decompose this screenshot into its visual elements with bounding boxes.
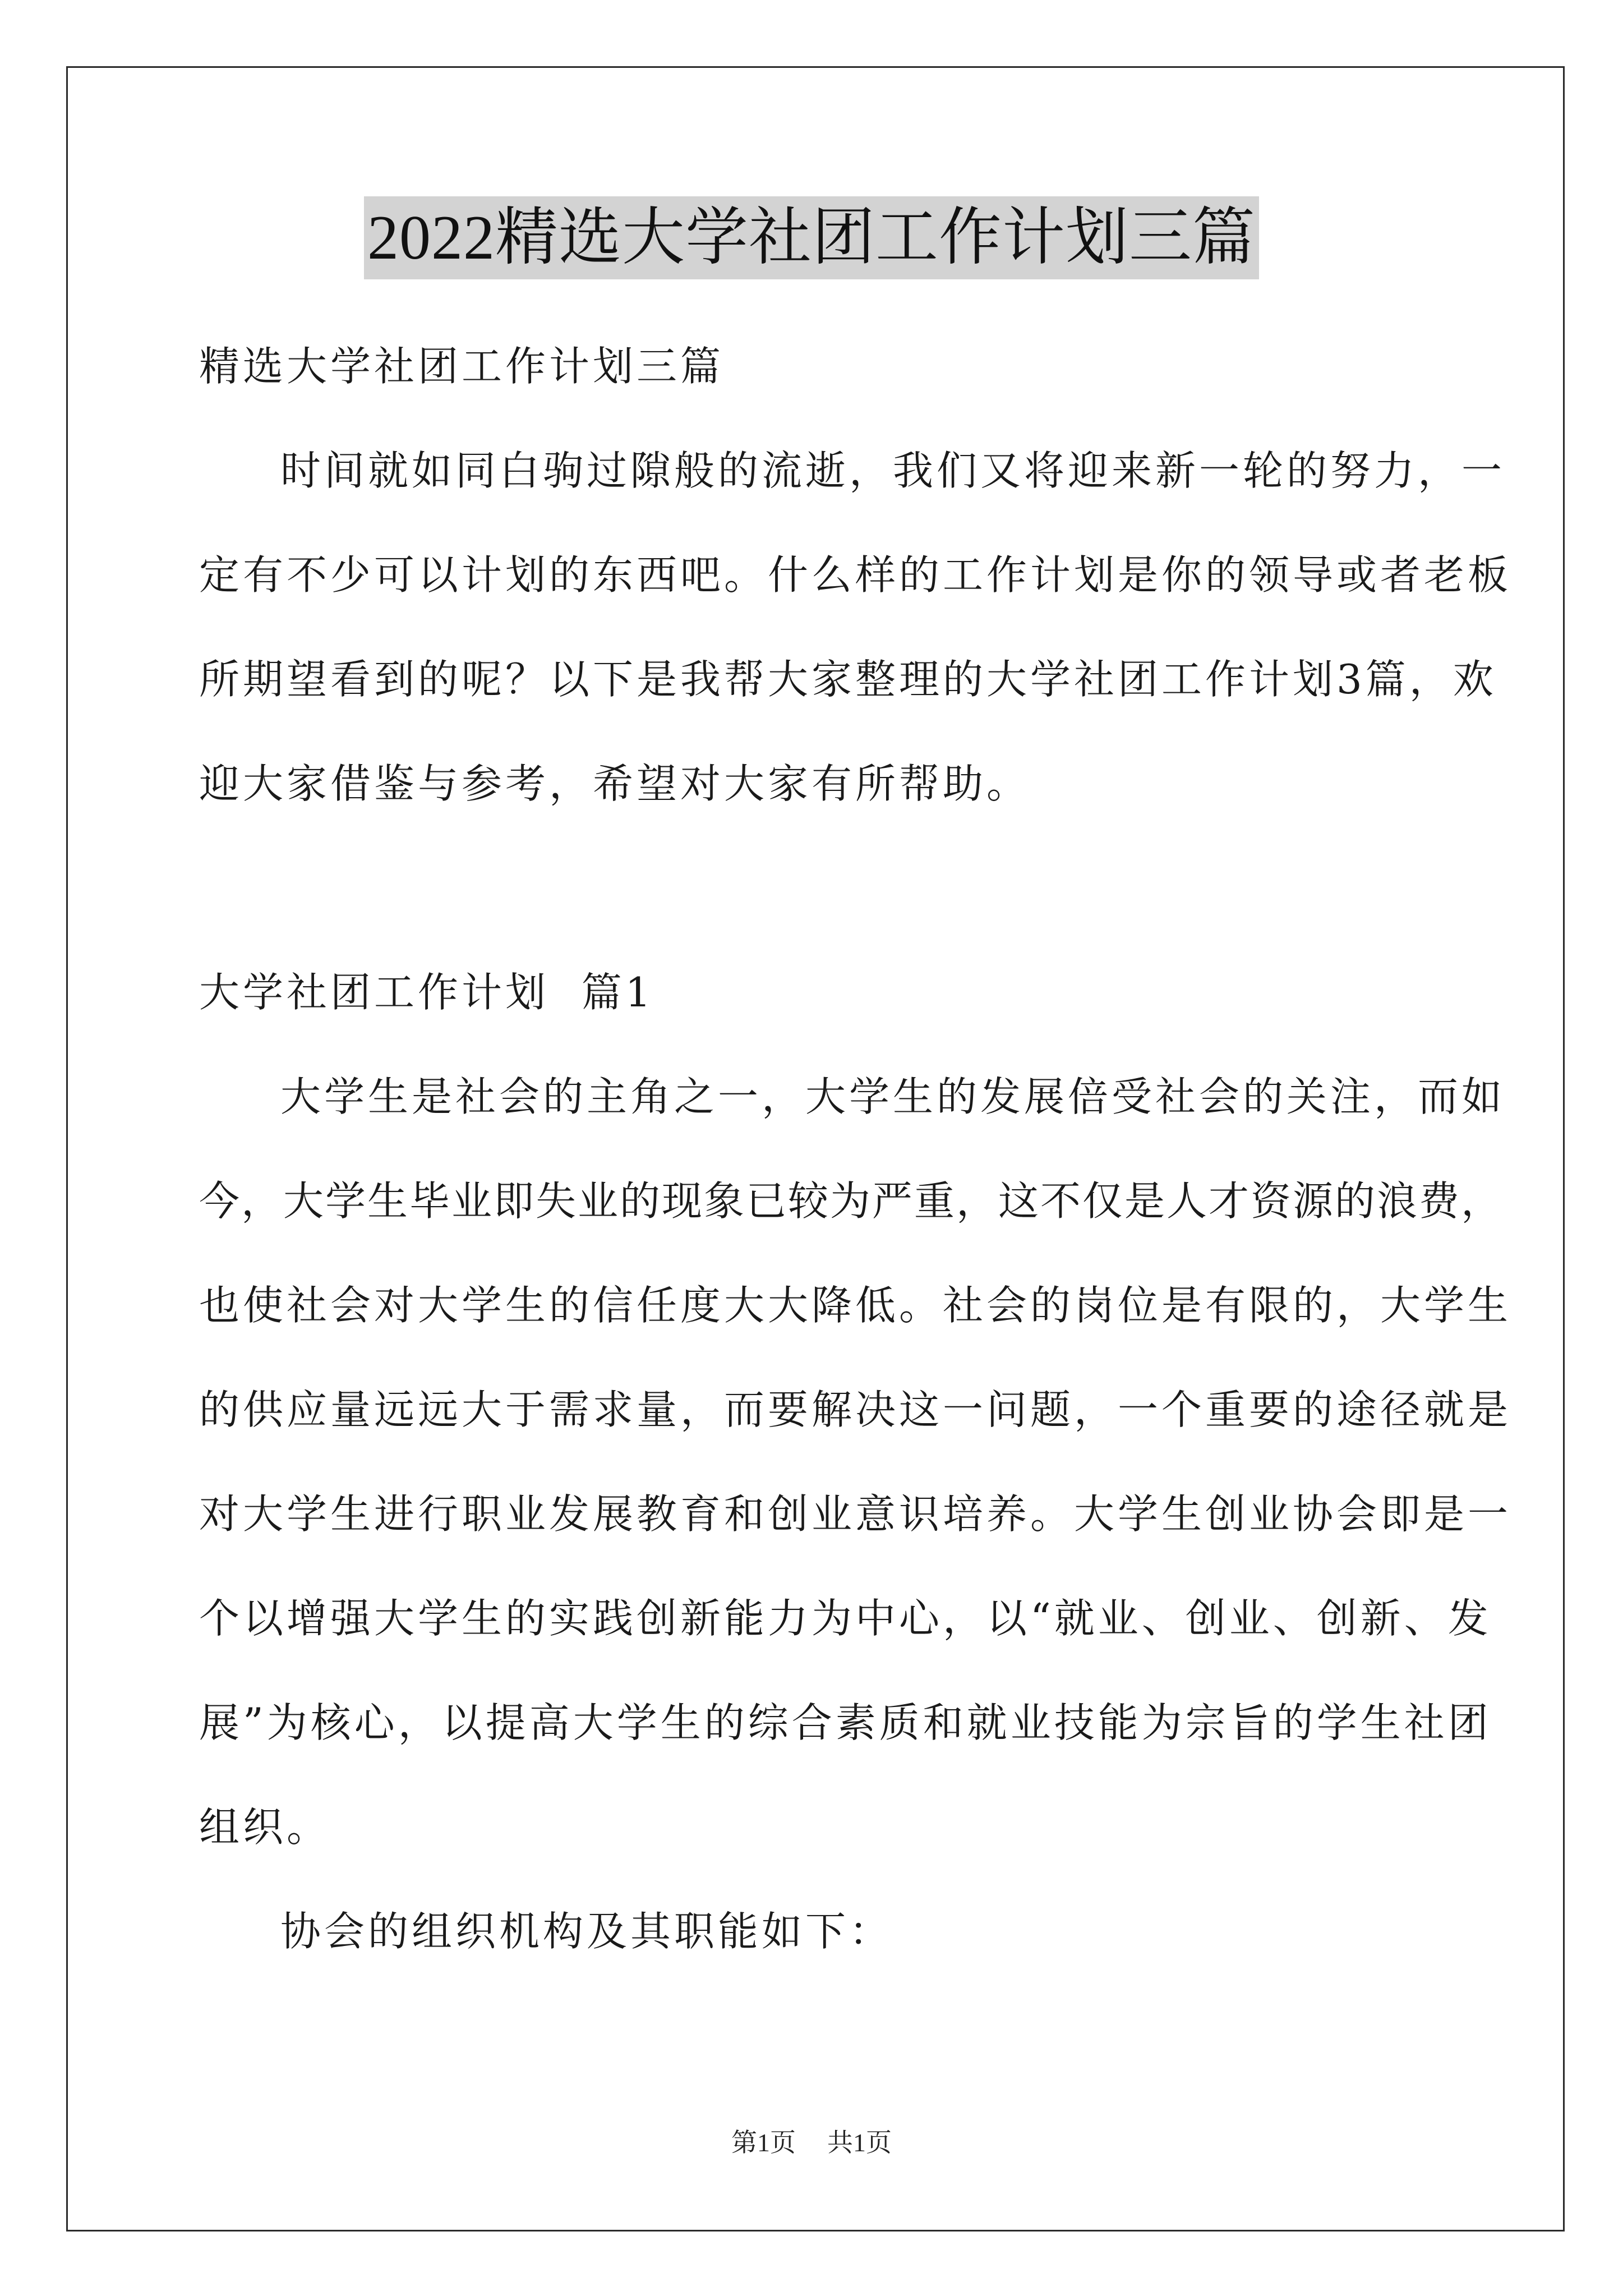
section-line: 也使社会对大学生的信任度大大降低。社会的岗位是有限的，大学生 [199, 1282, 1512, 1329]
section-line: 的供应量远远大于需求量，而要解决这一问题，一个重要的途径就是 [199, 1386, 1512, 1433]
section-heading: 大学社团工作计划 篇1 [199, 969, 654, 1016]
page-footer [0, 2126, 1623, 2160]
section-line: 个以增强大学生的实践创新能力为中心，以“就业、创业、创新、发 [199, 1595, 1492, 1642]
document-title: 2022精选大学社团工作计划三篇 [364, 196, 1259, 279]
section-line: 展”为核心，以提高大学生的综合素质和就业技能为宗旨的学生社团 [199, 1699, 1492, 1746]
intro-line: 定有不少可以计划的东西吧。什么样的工作计划是你的领导或者老板 [199, 551, 1512, 599]
closing-line: 协会的组织机构及其职能如下： [280, 1908, 893, 1955]
intro-line: 所期望看到的呢？以下是我帮大家整理的大学社团工作计划3篇，欢 [199, 656, 1497, 703]
section-line: 组织。 [199, 1803, 331, 1851]
section-line: 大学生是社会的主角之一，大学生的发展倍受社会的关注，而如 [280, 1073, 1506, 1120]
intro-line: 时间就如同白驹过隙般的流逝，我们又将迎来新一轮的努力，一 [280, 447, 1506, 494]
spacer [199, 836, 1433, 940]
document-body [199, 314, 1512, 1984]
title-container [0, 196, 1623, 279]
section-line: 对大学生进行职业发展教育和创业意识培养。大学生创业协会即是一 [199, 1490, 1512, 1538]
page-number-total: 共1页 [827, 2128, 892, 2157]
page-number-current: 第1页 [731, 2128, 796, 2157]
document-subtitle: 精选大学社团工作计划三篇 [199, 343, 725, 390]
section-line: 今，大学生毕业即失业的现象已较为严重，这不仅是人才资源的浪费， [199, 1177, 1504, 1225]
intro-line: 迎大家借鉴与参考，希望对大家有所帮助。 [199, 760, 1031, 807]
